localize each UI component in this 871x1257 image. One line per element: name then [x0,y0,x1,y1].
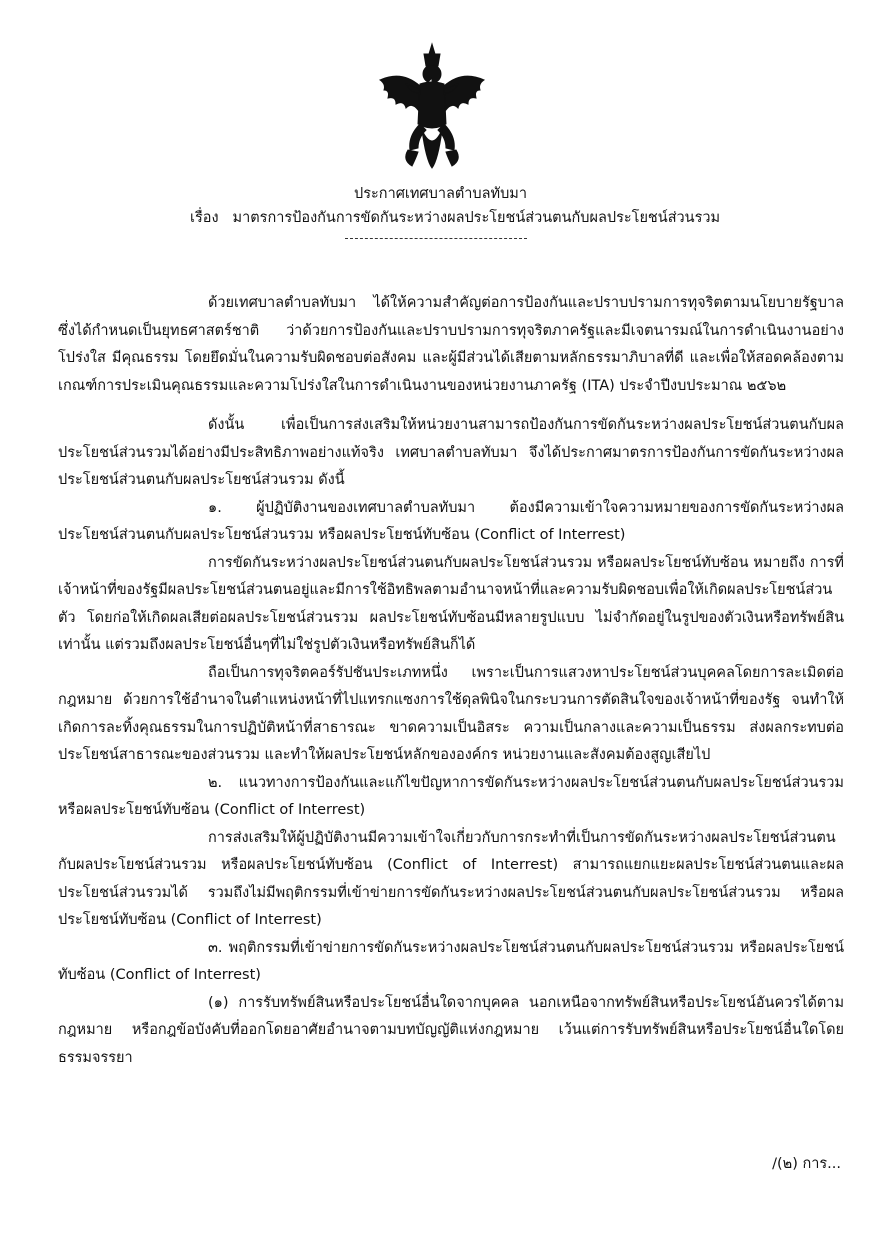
paragraph-therefore: ดังนั้น เพื่อเป็นการส่งเสริมให้หน่วยงานสามารถป้องกันการขัดกันระหว่างผลประโยชน์ส่วนตนกับผลประโยชน์ส่วนรวมได้อย่างมีประสิทธิภาพอย่างแท้จริง เทศบาลตำบลทับมา จึงได้ประกาศมาตรการป้องกันการขัดกันระหว่างผลประโยชน์ส่วนตนกับผลประโยชน์ส่วนรวม ดังนี้ [58,417,844,488]
paragraph-item-3: ๓. พฤติกรรมที่เข้าข่ายการขัดกันระหว่างผลประโยชน์ส่วนตนกับผลประโยชน์ส่วนรวม หรือผลประโยชน์ทับซ้อน (Conflict of Interrest) [58,939,844,983]
paragraph-promotion: การส่งเสริมให้ผู้ปฏิบัติงานมีความเข้าใจเกี่ยวกับการกระทำที่เป็นการขัดกันระหว่างผลประโยชน์ส่วนตนกับผลประโยชน์ส่วนรวม หรือผลประโยชน์ทับซ้อน (Conflict of Interrest) สามารถแยกแยะผลประโยชน์ส่วนตนและผลประโยชน์ส่วนรวมได้ รวมถึงไม่มีพฤติกรรมที่เข้าข่ายการขัดกันระหว่างผลประโยชน์ส่วนตนกับผลประโยชน์ส่วนรวม หรือผลประโยชน์ทับซ้อน (Conflict of Interrest) [58,829,844,928]
paragraph-item-1: ๑. ผู้ปฏิบัติงานของเทศบาลตำบลทับมา ต้องมีความเข้าใจความหมายของการขัดกันระหว่างผลประโยชน์ส่วนตนกับผลประโยชน์ส่วนรวม หรือผลประโยชน์ทับซ้อน (Conflict of Interrest) [58,499,844,543]
garuda-emblem-icon [372,40,492,180]
paragraph-intro: ด้วยเทศบาลตำบลทับมา ได้ให้ความสำคัญต่อการป้องกันและปราบปรามการทุจริตตามนโยบายรัฐบาลซึ่งได้กำหนดเป็นยุทธศาสตร์ชาติ ว่าด้วยการป้องกันและปราบปรามการทุจริตภาครัฐและมีเจตนารมณ์ในการดำเนินงานอย่างโปร่งใส มีคุณธรรม โดยยึดมั่นในความรับผิดชอบต่อสังคม และผู้มีส่วนได้เสียตามหลักธรรมาภิบาลที่ดี และเพื่อให้สอดคล้องตามเกณฑ์การประเมินคุณธรรมและความโปร่งใสในการดำเนินงานของหน่วยงานภาครัฐ (ITA) ประจำปีงบประมาณ ๒๕๖๒ [58,295,844,394]
announcement-subject [190,206,720,230]
paragraph-definition: การขัดกันระหว่างผลประโยชน์ส่วนตนกับผลประโยชน์ส่วนรวม หรือผลประโยชน์ทับซ้อน หมายถึง การที่เจ้าหน้าที่ของรัฐมีผลประโยชน์ส่วนตนอยู่และมีการใช้อิทธิพลตามอำนาจหน้าที่และความรับผิดชอบเพื่อให้เกิดผลประโยชน์ส่วนตัว โดยก่อให้เกิดผลเสียต่อผลประโยชน์ส่วนรวม ผลประโยชน์ทับซ้อนมีหลายรูปแบบ ไม่จำกัดอยู่ในรูปของตัวเงินหรือทรัพย์สินเท่านั้น แต่รวมถึงผลประโยชน์อื่นๆที่ไม่ใช่รูปตัวเงินหรือทรัพย์สินก็ได้ [58,554,844,653]
subject-label: เรื่อง [190,210,219,226]
header-divider [345,238,527,239]
subject-text: มาตรการป้องกันการขัดกันระหว่างผลประโยชน์ส่วนตนกับผลประโยชน์ส่วนรวม [232,210,721,226]
announcement-title: ประกาศเทศบาลตำบลทับมา [354,186,527,202]
announcement-header [0,182,871,226]
page-continuation: /(๒) การ... [772,1156,841,1172]
announcement-body [58,290,844,1072]
paragraph-subitem-1: (๑) การรับทรัพย์สินหรือประโยชน์อื่นใดจากบุคคล นอกเหนือจากทรัพย์สินหรือประโยชน์อันควรได้ตามกฎหมาย หรือกฎข้อบังคับที่ออกโดยอาศัยอำนาจตามบทบัญญัติแห่งกฎหมาย เว้นแต่การรับทรัพย์สินหรือประโยชน์อื่นใดโดยธรรมจรรยา [58,994,844,1066]
paragraph-corruption: ถือเป็นการทุจริตคอร์รัปชันประเภทหนึ่ง เพราะเป็นการแสวงหาประโยชน์ส่วนบุคคลโดยการละเมิดต่อกฎหมาย ด้วยการใช้อำนาจในตำแหน่งหน้าที่ไปแทรกแซงการใช้ดุลพินิจในกระบวนการตัดสินใจของเจ้าหน้าที่ของรัฐ จนทำให้เกิดการละทิ้งคุณธรรมในการปฏิบัติหน้าที่สาธารณะ ขาดความเป็นอิสระ ความเป็นกลางและความเป็นธรรม ส่งผลกระทบต่อประโยชน์สาธารณะของส่วนรวม และทำให้ผลประโยชน์หลักขององค์กร หน่วยงานและสังคมต้องสูญเสียไป [58,664,844,763]
paragraph-item-2: ๒. แนวทางการป้องกันและแก้ไขปัญหาการขัดกันระหว่างผลประโยชน์ส่วนตนกับผลประโยชน์ส่วนรวม หรือผลประโยชน์ทับซ้อน (Conflict of Interrest) [58,774,844,818]
